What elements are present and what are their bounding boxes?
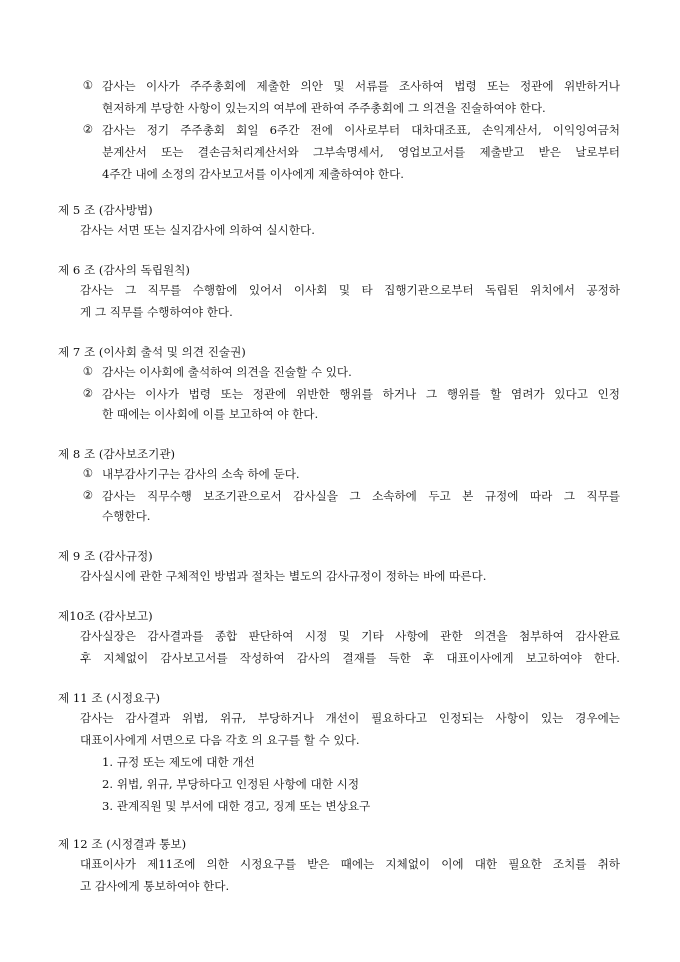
article-heading: 제 12 조 (시정결과 통보) [58, 837, 187, 851]
article-heading: 제 5 조 (감사방법) [58, 203, 153, 217]
paragraph-line: 내부감사기구는 감사의 소속 하에 둔다. [102, 467, 300, 481]
list-item: 3. 관계직원 및 부서에 대한 경고, 징계 또는 변상요구 [102, 799, 371, 813]
paragraph-line: 감사실시에 관한 구체적인 방법과 절차는 별도의 감사규정이 정하는 바에 따른다. [80, 569, 487, 583]
item-marker: ① [82, 466, 94, 480]
item-marker: ① [82, 78, 94, 92]
paragraph-line: 감사는 이사회에 출석하여 의견을 진술할 수 있다. [102, 365, 352, 379]
paragraph-line: 수행한다. [102, 509, 151, 523]
item-marker: ① [82, 364, 94, 378]
article-heading: 제 7 조 (이사회 출석 및 의견 진술권) [58, 345, 246, 359]
paragraph-line: 감사는 이사가 법령 또는 정관에 위반한 행위를 하거나 그 행위를 할 염려가 있다고 인정 [102, 387, 620, 401]
paragraph-line: 후 지체없이 감사보고서를 작성하여 감사의 결재를 득한 후 대표이사에게 보고하여야 한다. [80, 651, 620, 665]
paragraph-line: 감사는 그 직무를 수행함에 있어서 이사회 및 타 집행기관으로부터 독립된 위치에서 공정하 [80, 283, 620, 297]
paragraph-line: 현저하게 부당한 사항이 있는지의 여부에 관하여 주주총회에 그 의견을 진술하여야 한다. [102, 101, 546, 115]
paragraph-line: 감사는 직무수행 보조기관으로서 감사실을 그 소속하에 두고 본 규정에 따라 그 직무를 [102, 489, 620, 503]
paragraph-line: 대표이사에게 서면으로 다음 각호 의 요구를 할 수 있다. [80, 733, 360, 747]
paragraph-line: 한 때에는 이사회에 이를 보고하여 야 한다. [102, 407, 319, 421]
list-item: 1. 규정 또는 제도에 대한 개선 [102, 755, 255, 769]
paragraph-line: 분계산서 또는 결손금처리계산서와 그부속명세서, 영업보고서를 제출받고 받은 날로부터 [102, 145, 620, 159]
paragraph-line: 감사는 감사결과 위법, 위규, 부당하거나 개선이 필요하다고 인정되는 사항이 있는 경우에는 [80, 711, 620, 725]
article-heading: 제10조 (감사보고) [58, 609, 153, 623]
paragraph-line: 감사는 서면 또는 실지감사에 의하여 실시한다. [80, 223, 315, 237]
article-heading: 제 6 조 (감사의 독립원칙) [58, 263, 190, 277]
item-marker: ② [82, 488, 94, 502]
paragraph-line: 게 그 직무를 수행하여야 한다. [80, 305, 233, 319]
paragraph-line: 4주간 내에 소정의 감사보고서를 이사에게 제출하여야 한다. [102, 167, 404, 181]
paragraph-line: 대표이사가 제11조에 의한 시정요구를 받은 때에는 지체없이 이에 대한 필요한 조치를 취하 [80, 857, 620, 871]
paragraph-line: 감사는 이사가 주주총회에 제출한 의안 및 서류를 조사하여 법령 또는 정관에 위반하거나 [102, 79, 620, 93]
item-marker: ② [82, 122, 94, 136]
list-item: 2. 위법, 위규, 부당하다고 인정된 사항에 대한 시정 [102, 777, 360, 791]
article-heading: 제 8 조 (감사보조기관) [58, 447, 176, 461]
article-heading: 제 11 조 (시정요구) [58, 691, 161, 705]
paragraph-line: 감사는 정기 주주총회 회일 6주간 전에 이사로부터 대차대조표, 손익계산서, 이익잉여금처 [102, 123, 620, 137]
item-marker: ② [82, 386, 94, 400]
paragraph-line: 감사실장은 감사결과를 종합 판단하여 시정 및 기타 사항에 관한 의견을 첨부하여 감사완료 [80, 629, 620, 643]
paragraph-line: 고 감사에게 통보하여야 한다. [80, 879, 230, 893]
article-heading: 제 9 조 (감사규정) [58, 549, 153, 563]
